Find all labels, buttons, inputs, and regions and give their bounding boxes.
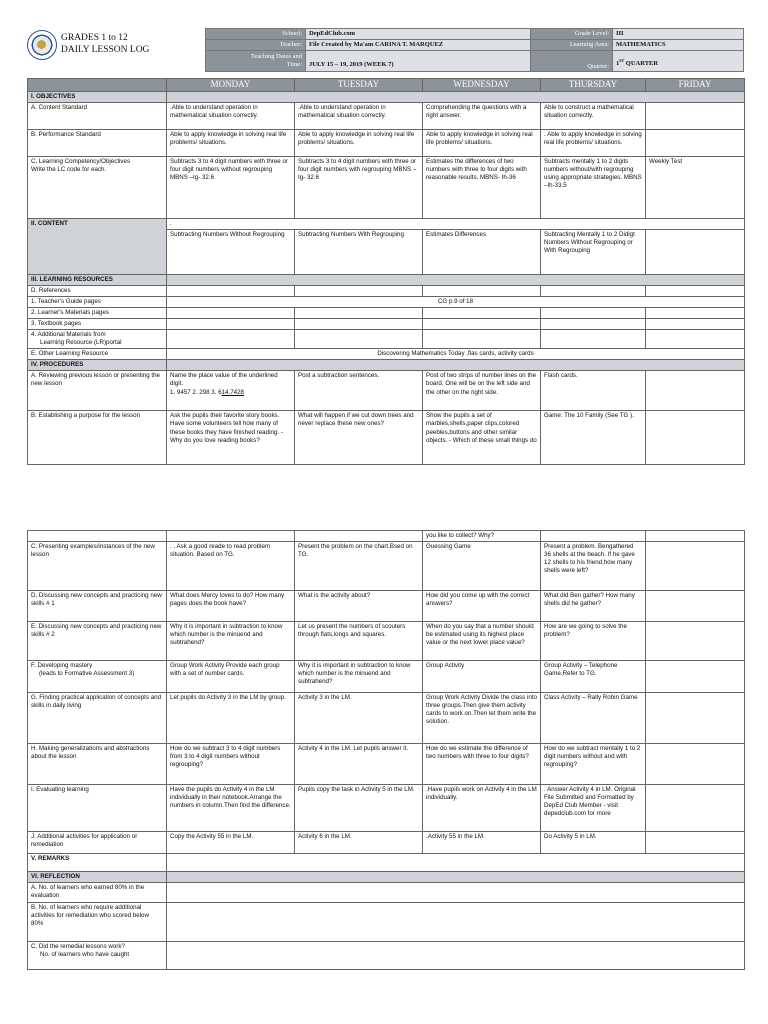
cell: Group Activity [423,661,541,693]
area-label: Learning Area: [531,40,613,51]
cell: Why it is important in subtraction to know which number is the minuend and subtrahend? [167,622,295,661]
table-row [28,411,745,465]
day-thursday: THURSDAY [541,79,646,92]
cell: Subtracting Mentally 1 to 2 Didigt Numbers Without Regrouping or With Regrouping [541,229,646,274]
row-label: A. Reviewing previous lesson or presenting the new lesson [28,371,167,411]
school-label: School: [206,29,306,40]
other-resources-value: Discovering Mathematics Today ,flas cards, activity cards [167,349,745,360]
teacher-value: File Created by Ma'am CARINA T. MARQUEZ [306,40,531,51]
table-row [28,542,745,591]
title-grades: GRADES 1 to 12 [61,33,128,43]
row-label: G. Finding practical application of concepts and skills in daily living [28,693,167,744]
cell: Estimates the differences of two numbers with three to four digits with reasonable results. MBNS- Ih-36 [423,156,541,218]
cell: Present a problem. Bengathered 36 shells at the beach. If he gave 12 shells to his friend,how many shells were left? [541,542,646,591]
row-label: E. Discussing new concepts and practicing new skills # 2 [28,622,167,661]
cell: Flash cards. [541,371,646,411]
school-value: DepEdClub.com [306,29,531,40]
title-dll: DAILY LESSON LOG [61,45,150,55]
cell: What will happen if we cut down trees and never replace these new ones? [295,411,423,465]
row-label: 1. Teacher's Guide pages [28,296,167,307]
row-label: A. Content Standard [28,102,167,129]
cell: . Able to apply knowledge in solving real life problems/ situations. [541,129,646,156]
cell: How do we subtract mentally 1 to 2 digit numbers without and with regrouping? [541,744,646,785]
cell: Name the place value of the underlined digit. 1. 9457 2. 298 3. 614.7428 [167,371,295,411]
remarks-cell [167,854,745,872]
table-row [28,785,745,832]
quarter-label: Quarter: [531,51,613,72]
cell [646,591,745,622]
cell: Able to construct a mathematical situation correctly. [541,102,646,129]
cell: .Able to understand operation in mathematical situation correctly. [295,102,423,129]
cell [646,744,745,785]
cell: Group Work Activity Divide the class into three groups.Then give them activity cards to work on.Then let them write the solution. [423,693,541,744]
lesson-table-page2 [27,530,745,970]
info-table [205,28,744,72]
cell: Subtracting Numbers Without Regrouping [167,229,295,274]
cell: How are we going to solve the problem? [541,622,646,661]
grade-value: III [613,29,744,40]
remarks-heading: V. REMARKS [28,854,167,872]
cell: Activity 4 in the LM. Let pupils answer it. [295,744,423,785]
cell: .Activity 55 in the LM. [423,832,541,854]
row-label: B. No. of learners who require additional activities for remediation who scored below 80% [28,903,167,942]
cell [646,693,745,744]
lesson-log-header [27,28,744,74]
day-wednesday: WEDNESDAY [423,79,541,92]
cell: Subtracts 3 to 4 digit numbers with three or four digit numbers without regrouping MBNS –Ig- 32.6 [167,156,295,218]
cell: Show the pupils a set of marbles,shells,paper clips,colored peebles,buttons and other similar objects. - Which of these small things do [423,411,541,465]
cell [646,785,745,832]
row-label: B. Establishing a purpose for the lesson [28,411,167,465]
cell [646,102,745,129]
row-label: 3. Textbook pages [28,319,167,330]
row-label: A. No. of learners who earned 80% in the evaluation [28,883,167,903]
row-label: D. References [28,285,167,296]
deped-seal-icon [27,30,57,60]
cell [646,832,745,854]
cell: Comprehending the questions with a right answer. [423,102,541,129]
table-row [28,156,745,218]
cell [646,371,745,411]
reflection-heading: VI. REFLECTION [28,872,167,883]
day-monday: MONDAY [167,79,295,92]
lesson-table-page1 [27,78,745,465]
cell: Copy the Activity 55 in the LM. [167,832,295,854]
procedures-heading: IV. PROCEDURES [28,360,167,371]
cell: Able to apply knowledge in solving real life problems/ situations. [167,129,295,156]
table-row [28,371,745,411]
row-label: D. Discussing new concepts and practicing new skills # 1 [28,591,167,622]
days-header-row [28,79,745,92]
cell: Class Activity – Rally Robin Game [541,693,646,744]
cell: Subtracting Numbers With Regrouping [295,229,423,274]
row-label: H. Making generalizations and abstractions about the lesson [28,744,167,785]
table-row [28,661,745,693]
content-dot: . [167,218,745,229]
dates-label: Teaching Dates and Time: [206,51,306,72]
objectives-band [167,91,745,102]
cell: you like to collect? Why? [423,531,541,542]
cell [646,129,745,156]
cell: Pupils copy the task in Activity 5 in the LM. [295,785,423,832]
resources-band [167,274,745,285]
table-row [28,744,745,785]
cell: How do we estimate the difference of two numbers with three to four digits? [423,744,541,785]
cell: What is the activity about? [295,591,423,622]
cell: How did you come up with the correct answers? [423,591,541,622]
row-label: I. Evaluating learning [28,785,167,832]
reflection-cell [167,883,745,903]
grade-label: Grade Level: [531,29,613,40]
row-label: E. Other Learning Resource [28,349,167,360]
cell: When do you say that a number should be estimated using its highest place value or the next lower place value? [423,622,541,661]
dates-value: JULY 15 – 19, 2019 (WEEK 7) [306,51,531,72]
table-row [28,832,745,854]
cell: Let pupils do Activity 3 in the LM by group. [167,693,295,744]
cell [646,622,745,661]
cell [646,661,745,693]
cell: . . Ask a good reade to read problem situation. Based on TG. [167,542,295,591]
cell: Present the problem on the chart.Bsed on TG. [295,542,423,591]
cell: Group Activity – Telephone Game.Refer to TG. [541,661,646,693]
reflection-cell [167,903,745,942]
cell: Able to apply knowledge in solving real life problems/ situations. [423,129,541,156]
cell: .Able to understand operation in mathematical situation correctly. [167,102,295,129]
log-title [61,32,149,56]
cell: What does Mercy loves to do? How many pages does the book have? [167,591,295,622]
cell: How do we subtract 3 to 4 digit numbers from 3 to 4 digit numbers without regrouping? [167,744,295,785]
table-row [28,591,745,622]
resources-heading: III. LEARNING RESOURCES [28,274,167,285]
row-label: B. Performance Standard [28,129,167,156]
teacher-label: Teacher: [206,40,306,51]
cell: Ask the pupils their favorite story books. Have some volunteers tell how many of these books they have finished reading. - Why do you love reading books? [167,411,295,465]
cell: Able to apply knowledge in solving real life problems/ situations. [295,129,423,156]
cell: Game: The 10 Family (See TG ). [541,411,646,465]
cell: What did Ben gather? How many shells did he gather? [541,591,646,622]
row-label: 4. Additional Materials from Learning Resource (LR)portal [28,330,167,349]
cell: Do Activity 5 in LM. [541,832,646,854]
cell [646,229,745,274]
cell: Subtracts mentally 1 to 2 digits numbers without/with regrouping using appropriate strategies. MBNS –Ih-33.5 [541,156,646,218]
cell: Post a subtraction sentences. [295,371,423,411]
tg-value: CG p.9 of 18 [167,296,745,307]
cell: Weekly Test [646,156,745,218]
cell: Subtracts 3 to 4 digit numbers with three or four digit numbers with regrouping MBNS –Ig- 32.6 [295,156,423,218]
row-label: J. Additional activities for application or remediation [28,832,167,854]
row-label: C. Presenting examples/instances of the new lesson [28,542,167,591]
table-row [28,693,745,744]
corner-cell [28,79,167,92]
day-tuesday: TUESDAY [295,79,423,92]
cell: Group Work Activity Provide each group with a set of number cards. [167,661,295,693]
cell: Why it is important in subtraction to know which number is the minuend and subtrahend? [295,661,423,693]
day-friday: FRIDAY [646,79,745,92]
row-label: C. Learning Competency/Objectives Write the LC code for each. [28,156,167,218]
cell: Post of two strips of number lines on the board. One will be on the left side and the other on the right side. [423,371,541,411]
row-label: C. Did the remedial lessons work? No. of learners who have caught [28,942,167,970]
cell: Activity 6 in the LM. [295,832,423,854]
row-label: 2. Learner's Materials pages [28,308,167,319]
area-value: MATHEMATICS [613,40,744,51]
cell: Activity 3 in the LM. [295,693,423,744]
cell: Have the pupils do Activity 4 in the LM individually in their notebook.Arrange the numbers in column.Then find the difference. [167,785,295,832]
quarter-value: 1ST QUARTER [613,51,744,72]
content-heading: II. CONTENT [28,218,167,274]
table-row [28,622,745,661]
procedures-band [167,360,745,371]
cell: Let us present the numbers of scouters through flats,longs and squares. [295,622,423,661]
objectives-heading: I. OBJECTIVES [28,91,167,102]
cell [646,542,745,591]
cell: Guessing Game [423,542,541,591]
cell [646,411,745,465]
cell: Estimates Differences [423,229,541,274]
table-row [28,129,745,156]
reflection-cell [167,942,745,970]
cell: . Answer Activity 4 in LM. Original File Submitted and Formatted by DepEd Club Member - visit depedclub.com for more [541,785,646,832]
table-row [28,102,745,129]
reflection-band [167,872,745,883]
row-label: F. Developing mastery (leads to Formative Assessment 3) [28,661,167,693]
cell: .Have pupils work on Activity 4 in the LM individually. [423,785,541,832]
